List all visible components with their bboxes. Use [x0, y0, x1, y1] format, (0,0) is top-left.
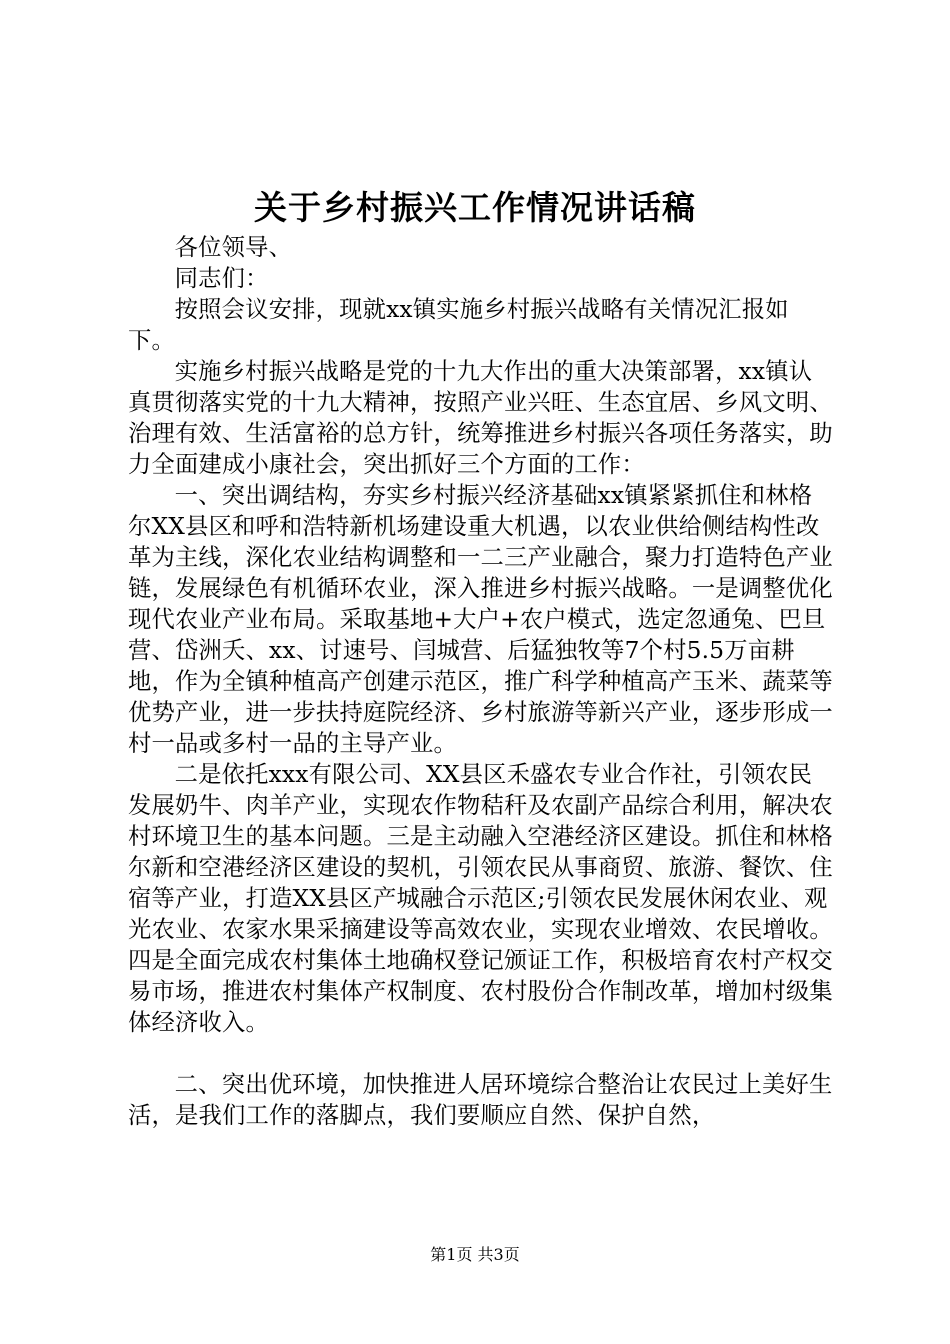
paragraph-overview: 实施乡村振兴战略是党的十九大作出的重大决策部署，xx镇认真贯彻落实党的十九大精神，按照产业兴旺、生态宜居、乡风文明、治理有效、生活富裕的总方针，统筹推进乡村振兴各项任务落实，助力全面建成小康社会，突出抓好三个方面的工作： — [128, 358, 833, 478]
paragraph-intro: 按照会议安排，现就xx镇实施乡村振兴战略有关情况汇报如下。 — [128, 296, 789, 354]
document-title: 关于乡村振兴工作情况讲话稿 — [254, 188, 696, 227]
document-body — [128, 232, 834, 1131]
paragraph-section-one-cont: 二是依托xxx有限公司、XX县区禾盛农专业合作社，引领农民发展奶牛、肉羊产业，实现农作物秸秆及农副产品综合利用，解决农村环境卫生的基本问题。三是主动融入空港经济区建设。抓住和林格尔新和空港经济区建设的契机，引领农民从事商贸、旅游、餐饮、住宿等产业，打造XX县区产城融合示范区;引领农民发展休闲农业、观光农业、农家水果采摘建设等高效农业，实现农业增效、农民增收。四是全面完成农村集体土地确权登记颁证工作，积极培育农村产权交易市场，推进农村集体产权制度、农村股份合作制改革，增加村级集体经济收入。 — [128, 761, 833, 1036]
paragraph-section-one: 一、突出调结构，夯实乡村振兴经济基础xx镇紧紧抓住和林格尔XX县区和呼和浩特新机场建设重大机遇，以农业供给侧结构性改革为主线，深化农业结构调整和一二三产业融合，聚力打造特色产业链，发展绿色有机循环农业，深入推进乡村振兴战略。一是调整优化现代农业产业布局。采取基地+大户+农户模式，选定忽通兔、巴旦营、岱洲夭、xx、讨速号、闫城营、后猛独牧等7个村5.5万亩耕地，作为全镇种植高产创建示范区，推广科学种植高产玉米、蔬菜等优势产业，进一步扶持庭院经济、乡村旅游等新兴产业，逐步形成一村一品或多村一品的主导产业。 — [128, 482, 833, 757]
salutation-comrades: 同志们： — [174, 265, 269, 292]
salutation-leaders: 各位领导、 — [174, 234, 293, 261]
page-footer: 第1页 共3页 — [430, 1245, 520, 1264]
paragraph-section-two: 二、突出优环境，加快推进人居环境综合整治让农民过上美好生活，是我们工作的落脚点，我们要顺应自然、保护自然， — [128, 1071, 833, 1129]
